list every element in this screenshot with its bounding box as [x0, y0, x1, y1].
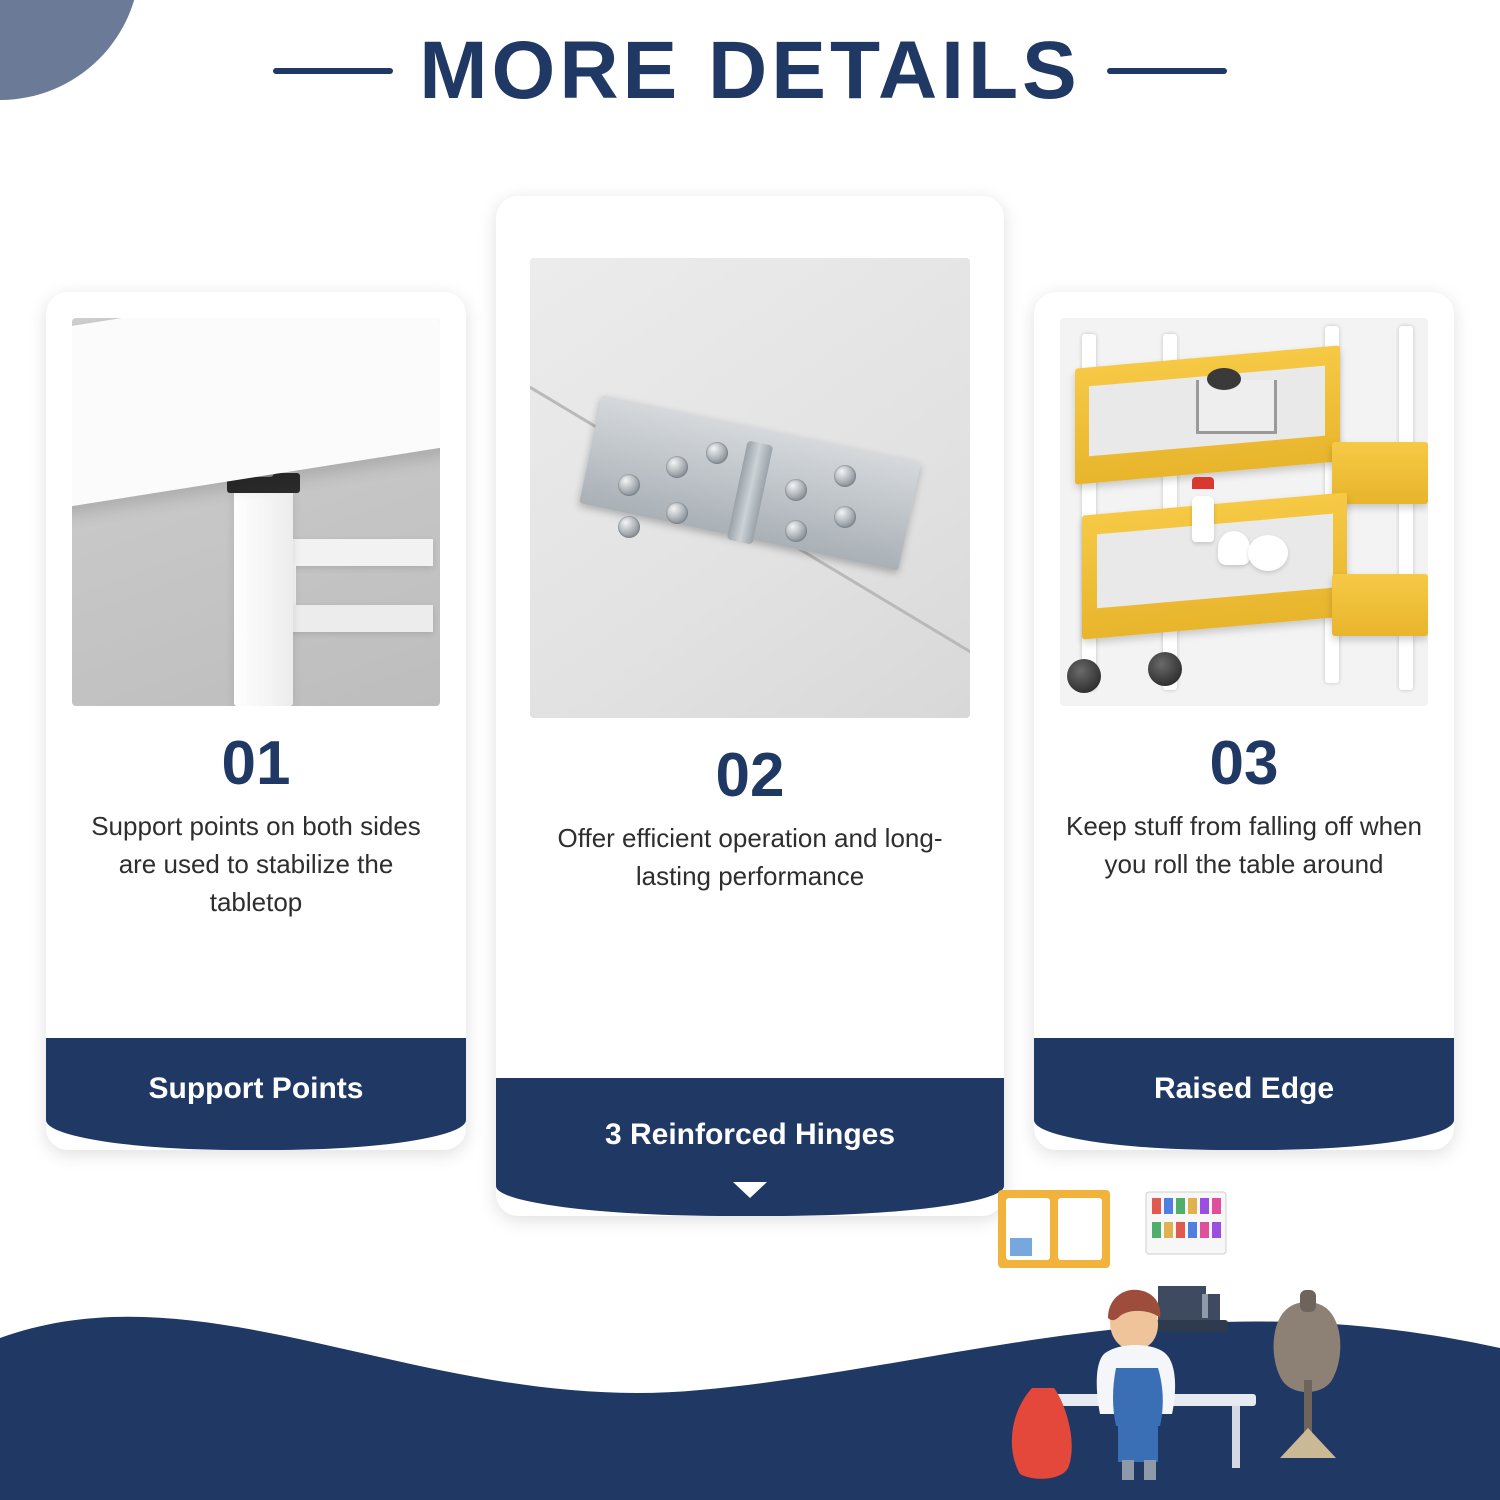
card-footer-label-03: Raised Edge	[1153, 1072, 1335, 1105]
card-number-01: 01	[221, 729, 291, 798]
details-card-row	[0, 196, 1500, 1216]
card-footer-03	[1034, 1038, 1454, 1150]
metal-hinge-closeup-photo	[530, 258, 970, 718]
card-body-02	[496, 718, 1004, 1078]
rolling-cart-yellow-trays-photo	[1060, 318, 1428, 706]
card-footer-02	[496, 1078, 1004, 1216]
card-photo-wrap-03	[1034, 292, 1454, 706]
detail-card-02[interactable]	[496, 196, 1004, 1216]
card-footer-01	[46, 1038, 466, 1150]
table-leg-support-point-photo	[72, 318, 440, 706]
card-description-02: Offer efficient operation and long-lasting performance	[557, 823, 943, 891]
card-number-02: 02	[715, 741, 785, 810]
card-footer-label-02: 3 Reinforced Hinges	[604, 1118, 896, 1151]
detail-card-03[interactable]	[1034, 292, 1454, 1150]
header-rule-right	[1107, 68, 1227, 74]
card-body-01	[46, 706, 466, 1038]
card-photo-wrap-01	[46, 292, 466, 706]
chevron-down-icon[interactable]	[733, 1182, 767, 1198]
card-description-03: Keep stuff from falling off when you roll the table around	[1065, 811, 1423, 879]
card-number-03: 03	[1209, 729, 1279, 798]
card-description-01: Support points on both sides are used to stabilize the tabletop	[91, 811, 421, 917]
sewing-workspace-illustration	[970, 1182, 1390, 1482]
detail-card-01[interactable]	[46, 292, 466, 1150]
card-footer-label-01: Support Points	[148, 1072, 364, 1105]
card-photo-wrap-02	[496, 196, 1004, 718]
page-header	[0, 25, 1500, 116]
header-rule-left	[273, 68, 393, 74]
page-title: MORE DETAILS	[419, 25, 1081, 116]
card-body-03	[1034, 706, 1454, 1038]
